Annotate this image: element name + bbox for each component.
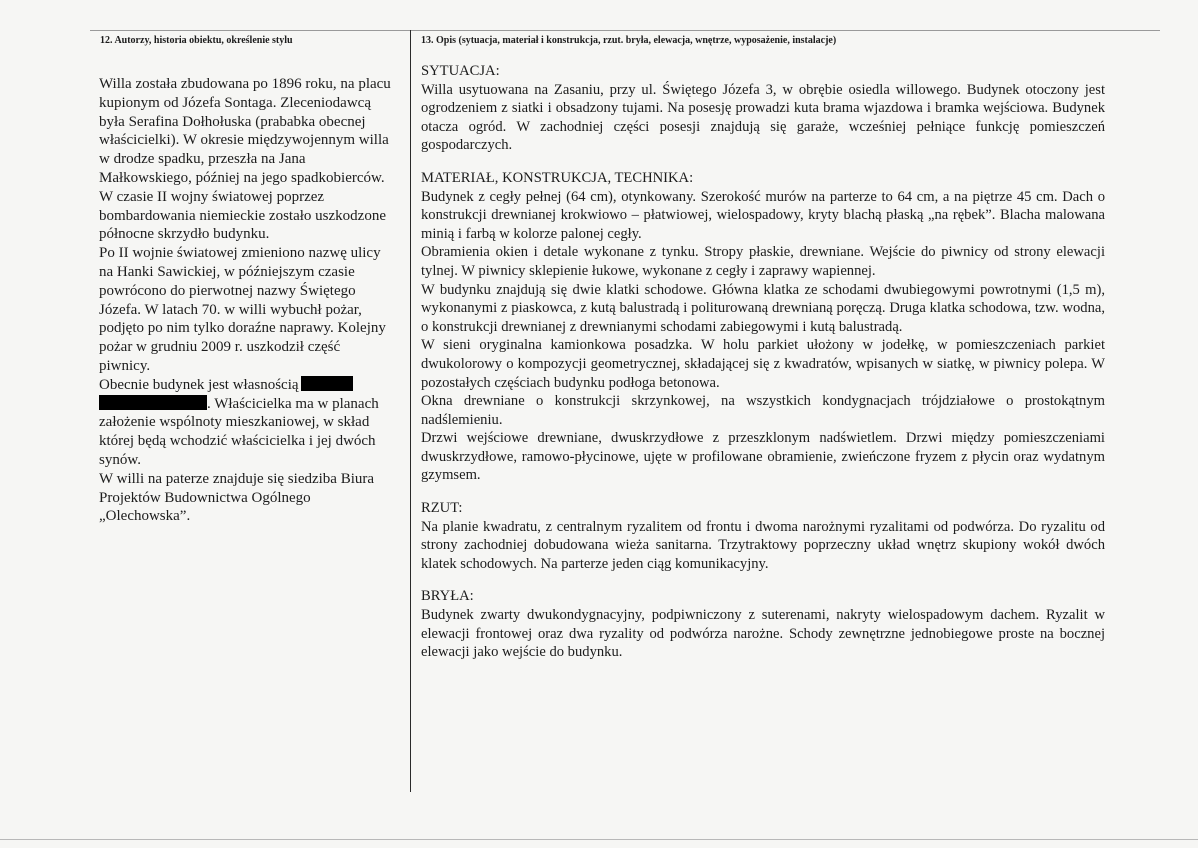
description-column (421, 62, 1105, 676)
left-column-header: 12. Autorzy, historia obiektu, określenie stylu (100, 35, 293, 46)
history-paragraph-4: W willi na paterze znajduje się siedziba Biura Projektów Budownictwa Ogólnego „Olechowska”. (99, 470, 375, 525)
section-title: SYTUACJA: (421, 63, 500, 79)
section-title: BRYŁA: (421, 588, 474, 605)
section-paragraph: W budynku znajdują się dwie klatki schodowe. Główna klatka ze schodami dwubiegowymi powrotnymi (1,5 m), wykonanymi z piaskowca, z kutą balustradą i politurowaną drewnianą poręczą. Druga klatka schodowa, tzw. wodna, o konstrukcji drewnianej z drewnianymi schodami zabiegowymi i kutą balustradą. (421, 281, 1105, 335)
section-sytuacja (421, 62, 1105, 155)
history-column (99, 75, 399, 526)
right-column-header: 13. Opis (sytuacja, materiał i konstrukcja, rzut. bryła, elewacja, wnętrze, wyposażenie, instalacje) (421, 35, 837, 46)
section-title: MATERIAŁ, KONSTRUKCJA, TECHNIKA: (421, 169, 694, 186)
redaction-box (301, 376, 353, 391)
section-paragraph: Budynek z cegły pełnej (64 cm), otynkowany. Szerokość murów na parterze to 64 cm, a na piętrze 45 cm. Dach o konstrukcji drewnianej krokwiowo – płatwiowej, wielospadowy, kryty blachą płaską „na rębek”. Blacha malowana minią i farbą w kolorze palonej cegły. (421, 188, 1105, 242)
section-paragraph: Drzwi wejściowe drewniane, dwuskrzydłowe z przeszklonym nadświetlem. Drzwi między pomieszczeniami dwuskrzydłowe, ramowo-płycinowe, ujęte w profilowane obramienie, zwieńczone fryzem z płycin oraz wydatnym gzymsem. (421, 430, 1105, 484)
section-paragraph: Obramienia okien i detale wykonane z tynku. Stropy płaskie, drewniane. Wejście do piwnicy od strony elewacji tylnej. W piwnicy sklepienie łukowe, wykonane z cegły i zaprawy wapiennej. (421, 244, 1105, 279)
section-paragraph: Okna drewniane o konstrukcji skrzynkowej, na wszystkich kondygnacjach trójdziałowe o prostokątnym nadślemieniu. (421, 393, 1105, 428)
section-paragraph: Willa usytuowana na Zasaniu, przy ul. Świętego Józefa 3, w obrębie osiedla willowego. Budynek otoczony jest ogrodzeniem z siatki i obsadzony tujami. Na posesję prowadzi kuta brama wjazdowa i bramka wejściowa. Budynek otacza ogród. W zachodniej części posesji znajdują się garaże, wcześniej pełniące funkcję pomieszczeń gospodarczych. (421, 81, 1105, 154)
bottom-divider (0, 839, 1198, 840)
history-paragraph-3 (99, 376, 399, 470)
section-bryla (421, 587, 1105, 661)
section-rzut (421, 499, 1105, 573)
history-paragraph-2: Po II wojnie światowej zmieniono nazwę ulicy na Hanki Sawickiej, w późniejszym czasie powrócono do pierwotnej nazwy Świętego Józefa. W latach 70. w willi wybuchł pożar, podjęto po nim tylko doraźne naprawy. Kolejny pożar w grudniu 2009 r. uszkodził część piwnicy. (99, 245, 386, 374)
ownership-text-start: Obecnie budynek jest własnością (99, 376, 299, 393)
section-title: RZUT: (421, 500, 463, 517)
ownership-text-rest: założenie wspólnoty mieszkaniowej, w skład której będą wchodzić właścicielka i jej dwóch synów. (99, 414, 376, 468)
history-paragraph-1: Willa została zbudowana po 1896 roku, na placu kupionym od Józefa Sontaga. Zleceniodawcą była Serafina Dołhołuska (prababka obecnej właścicielki). W okresie międzywojennym willa w drodze spadku, przeszła na Jana Małkowskiego, później na jego spadkobierców. W czasie II wojny światowej poprzez bombardowania niemieckie zostało uszkodzone północne skrzydło budynku. (99, 76, 391, 243)
section-paragraph: W sieni oryginalna kamionkowa posadzka. W holu parkiet ułożony w jodełkę, w pomieszczeniach parkiet dwukolorowy o kompozycji geometrycznej, składającej się z kwadratów, wpisanych w siatkę, w piwnicy polepa. W pozostałych częściach budynku podłoga betonowa. (421, 337, 1105, 391)
column-divider (410, 30, 411, 792)
redaction-box (99, 395, 207, 410)
section-material (421, 169, 1105, 485)
section-paragraph: Na planie kwadratu, z centralnym ryzalitem od frontu i dwoma narożnymi ryzalitami od podwórza. Do ryzalitu od strony zachodniej dobudowana wieża sanitarna. Trzytraktowy poprzeczny układ wnętrz skupiony wokół dwóch klatek schodowych. Na parterze jeden ciąg komunikacyjny. (421, 518, 1105, 572)
section-paragraph: Budynek zwarty dwukondygnacyjny, podpiwniczony z suterenami, nakryty wielospadowym dachem. Ryzalit w elewacji frontowej oraz dwa ryzality od podwórza narożne. Schody zewnętrzne jednobiegowe proste na bocznej elewacji jako wejście do budynku. (421, 607, 1105, 661)
ownership-text-end: . Właścicielka ma w planach (207, 395, 379, 412)
top-divider (90, 30, 1160, 31)
